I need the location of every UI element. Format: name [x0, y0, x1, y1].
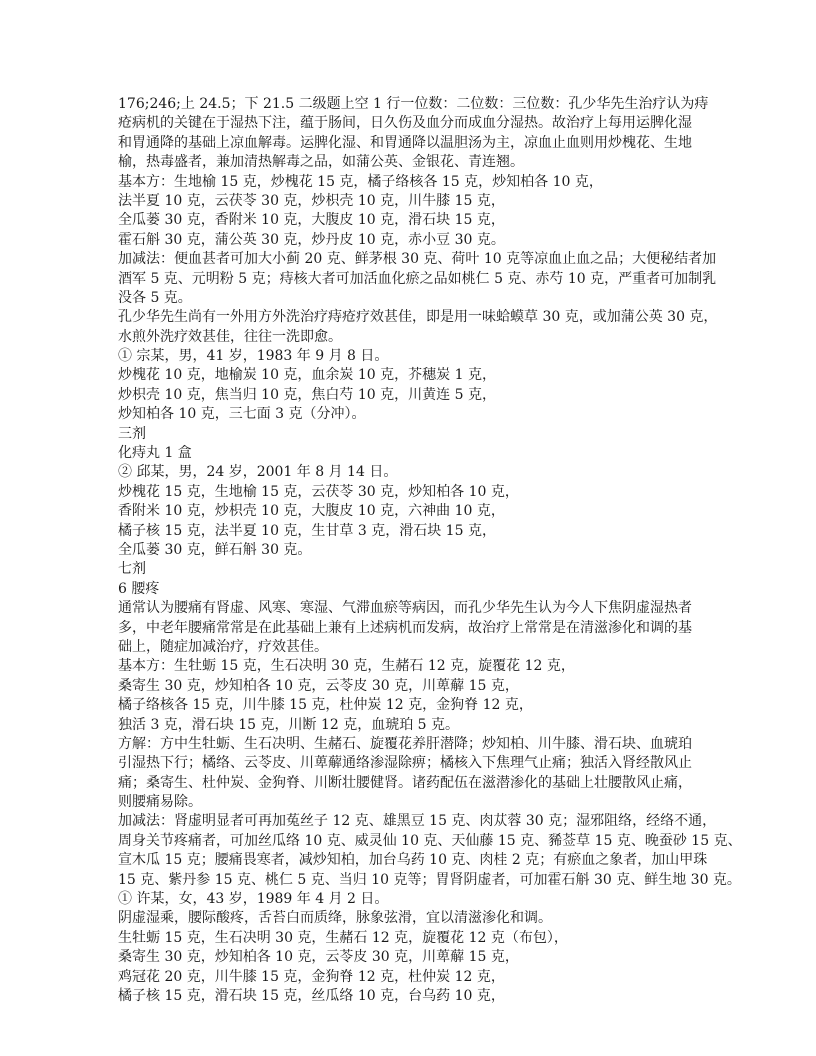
formula-line: 法半夏 10 克，云茯苓 30 克，炒枳壳 10 克，川牛膝 15 克， — [118, 192, 505, 209]
external-wash-line: 孔少华先生尚有一外用方外洗治疗痔疮疗效甚佳，即是用一味蛤蟆草 30 克，或加蒲公英 30 克， — [118, 309, 718, 326]
section-heading: 6 腰疼 — [118, 580, 160, 597]
case-heading: ② 邱某，男，24 岁，2001 年 8 月 14 日。 — [118, 464, 398, 481]
formula-line: 桑寄生 30 克，炒知柏各 10 克，云苓皮 30 克，川萆薢 15 克， — [118, 677, 519, 694]
prescription-line: 香附米 10 克，炒枳壳 10 克，大腹皮 10 克，六神曲 10 克， — [118, 503, 505, 520]
formula-explanation-line: 引湿热下行；橘络、云苓皮、川萆薢通络渗湿除痹；橘核入下焦理气止痛；独活入肾经散风止 — [118, 755, 692, 772]
prescription-line: 全瓜蒌 30 克，鲜石斛 30 克。 — [118, 541, 312, 558]
prescription-line: 橘子核 15 克，法半夏 10 克，生甘草 3 克，滑石块 15 克， — [118, 522, 496, 539]
prescription-line: 桑寄生 30 克，炒知柏各 10 克，云苓皮 30 克，川萆薢 15 克， — [118, 949, 519, 966]
dosage-line: 化痔丸 1 盒 — [118, 445, 192, 462]
diagnosis-line: 阴虚湿乘，腰际酸疼，舌苔白而质绛，脉象弦滑，宜以清滋渗化和调。 — [118, 910, 552, 927]
dosage-line: 三剂 — [118, 425, 146, 442]
modification-line: 15 克、紫丹参 15 克、桃仁 5 克、当归 10 克等；胃肾阴虚者，可加霍石斛 30 克、鲜生地 30 克。 — [118, 871, 741, 888]
prescription-line: 炒槐花 15 克，生地榆 15 克，云茯苓 30 克，炒知柏各 10 克， — [118, 483, 519, 500]
prescription-line: 橘子核 15 克，滑石块 15 克，丝瓜络 10 克，台乌药 10 克， — [118, 987, 505, 1004]
text-line-header-numbers: 176;246;上 24.5；下 21.5 二级题上空 1 行一位数：二位数：三位数：孔少华先生治疗认为痔 — [118, 96, 709, 112]
case-heading: ① 许某，女，43 岁，1989 年 4 月 2 日。 — [118, 891, 389, 908]
text-line: 础上，随症加减治疗，疗效甚佳。 — [118, 638, 328, 655]
dosage-line: 七剂 — [118, 561, 146, 578]
prescription-line: 炒知柏各 10 克，三七面 3 克（分冲）。 — [118, 406, 366, 423]
text-line: 多，中老年腰痛常常是在此基础上兼有上述病机而发病，故治疗上常常是在清滋渗化和调的基 — [118, 619, 692, 636]
prescription-line: 生牡蛎 15 克，生石决明 30 克，生赭石 12 克，旋覆花 12 克（布包）， — [118, 929, 568, 946]
external-wash-line: 水煎外洗疗效甚佳，往往一洗即愈。 — [118, 328, 342, 345]
case-heading: ① 宗某，男，41 岁，1983 年 9 月 8 日。 — [118, 348, 389, 365]
basic-formula-line: 基本方：生牡蛎 15 克，生石决明 30 克，生赭石 12 克，旋覆花 12 克， — [118, 658, 575, 675]
prescription-line: 炒槐花 10 克，地榆炭 10 克，血余炭 10 克，芥穗炭 1 克， — [118, 367, 496, 384]
text-line: 榆，热毒盛者，兼加清热解毒之品，如蒲公英、金银花、青连翘。 — [118, 154, 524, 171]
formula-line: 全瓜蒌 30 克，香附米 10 克，大腹皮 10 克，滑石块 15 克， — [118, 212, 505, 229]
formula-line: 独活 3 克，滑石块 15 克，川断 12 克，血琥珀 5 克。 — [118, 716, 460, 733]
formula-line: 橘子络核各 15 克，川牛膝 15 克，杜仲炭 12 克，金狗脊 12 克， — [118, 697, 533, 714]
modification-line: 加减法：肾虚明显者可再加菟丝子 12 克、雄黑豆 15 克、肉苁蓉 30 克；湿邪阻络，经络不通， — [118, 813, 717, 830]
basic-formula-line: 基本方：生地榆 15 克，炒槐花 15 克，橘子络核各 15 克，炒知柏各 10 克， — [118, 173, 603, 190]
modification-line: 没各 5 克。 — [118, 289, 192, 306]
document-page — [118, 95, 742, 1006]
prescription-line: 炒枳壳 10 克，焦当归 10 克，焦白芍 10 克，川黄连 5 克， — [118, 386, 496, 403]
text-line: 疮病机的关键在于湿热下注，蕴于肠间，日久伤及血分而成血分湿热。故治疗上每用运脾化湿 — [118, 115, 692, 132]
formula-line: 霍石斛 30 克，蒲公英 30 克，炒丹皮 10 克，赤小豆 30 克。 — [118, 231, 505, 248]
prescription-line: 鸡冠花 20 克，川牛膝 15 克，金狗脊 12 克，杜仲炭 12 克， — [118, 968, 505, 985]
modification-line: 加减法：便血甚者可加大小蓟 20 克、鲜茅根 30 克、荷叶 10 克等凉血止血之品；大便秘结者加 — [118, 251, 717, 268]
modification-line: 宣木瓜 15 克；腰痛畏寒者，减炒知柏，加台乌药 10 克、肉桂 2 克；有瘀血之象者，加山甲珠 — [118, 852, 708, 869]
text-line: 通常认为腰痛有肾虚、风寒、寒湿、气滞血瘀等病因，而孔少华先生认为今人下焦阴虚湿热者 — [118, 600, 692, 617]
modification-line: 酒军 5 克、元明粉 5 克；痔核大者可加活血化瘀之品如桃仁 5 克、赤芍 10 克，严重者可加制乳 — [118, 270, 717, 287]
formula-explanation-line: 痛；桑寄生、杜仲炭、金狗脊、川断壮腰健肾。诸药配伍在滋潜渗化的基础上壮腰散风止痛， — [118, 774, 692, 791]
formula-explanation-line: 方解：方中生牡蛎、生石决明、生赭石、旋覆花养肝潜降；炒知柏、川牛膝、滑石块、血琥珀 — [118, 735, 692, 752]
formula-explanation-line: 则腰痛易除。 — [118, 794, 202, 811]
modification-line: 周身关节疼痛者，可加丝瓜络 10 克、威灵仙 10 克、天仙藤 15 克、豨莶草 15 克、晚蚕砂 15 克、 — [118, 832, 742, 849]
text-line: 和胃通降的基础上凉血解毒。运脾化湿、和胃通降以温胆汤为主，凉血止血则用炒槐花、生地 — [118, 134, 692, 151]
